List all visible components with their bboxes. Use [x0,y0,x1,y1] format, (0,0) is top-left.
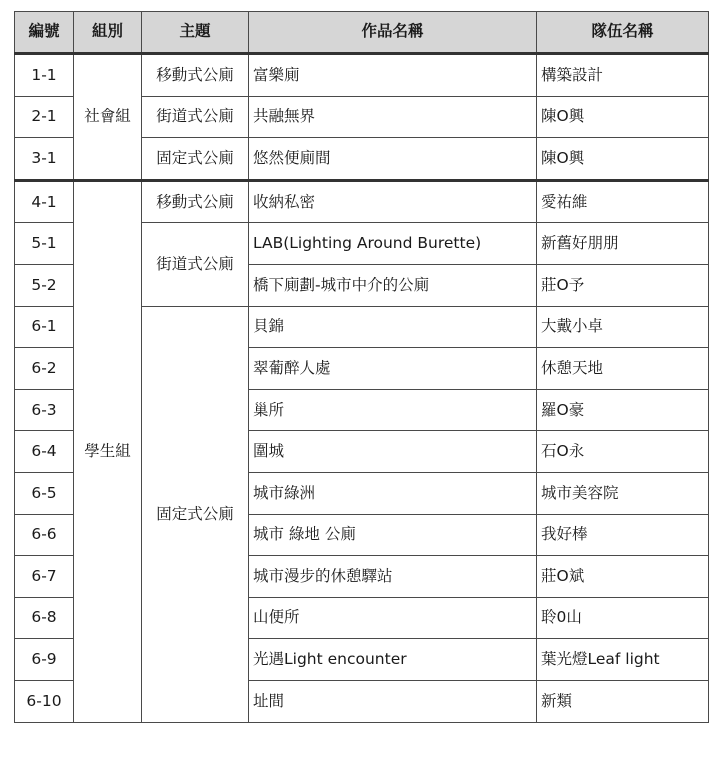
team-name: 新舊好朋朋 [537,223,709,265]
work-title: 悠然便廁間 [249,138,537,181]
entries-table [14,11,709,723]
work-title: 城市 綠地 公廁 [249,514,537,556]
theme-cell: 街道式公廁 [142,96,249,138]
entry-code: 6-1 [15,306,74,348]
team-name: 大戴小卓 [537,306,709,348]
team-name: 我好棒 [537,514,709,556]
header-row [15,12,709,54]
table-row [15,54,709,97]
team-name: 休憩天地 [537,348,709,390]
team-name: 羅O豪 [537,389,709,431]
theme-cell: 固定式公廁 [142,306,249,722]
team-name: 愛祐維 [537,180,709,223]
theme-cell: 固定式公廁 [142,138,249,181]
work-title: 翠葡醉人處 [249,348,537,390]
entry-code: 5-2 [15,264,74,306]
entry-code: 6-2 [15,348,74,390]
work-title: LAB(Lighting Around Burette) [249,223,537,265]
group-cell: 學生組 [74,180,142,722]
work-title: 共融無界 [249,96,537,138]
team-name: 城市美容院 [537,472,709,514]
entry-code: 6-7 [15,556,74,598]
entry-code: 6-10 [15,680,74,722]
team-name: 葉光燈Leaf light [537,639,709,681]
work-title: 富樂廁 [249,54,537,97]
work-title: 城市漫步的休憩驛站 [249,556,537,598]
team-name: 聆0山 [537,597,709,639]
header-work: 作品名稱 [249,12,537,54]
entry-code: 5-1 [15,223,74,265]
entry-code: 6-4 [15,431,74,473]
work-title: 城市綠洲 [249,472,537,514]
work-title: 巢所 [249,389,537,431]
team-name: 莊O斌 [537,556,709,598]
entry-code: 1-1 [15,54,74,97]
theme-cell: 移動式公廁 [142,54,249,97]
work-title: 橋下廁劃-城市中介的公廁 [249,264,537,306]
work-title: 址間 [249,680,537,722]
entry-code: 4-1 [15,180,74,223]
entry-code: 3-1 [15,138,74,181]
team-name: 構築設計 [537,54,709,97]
header-group: 組別 [74,12,142,54]
work-title: 收納私密 [249,180,537,223]
header-team: 隊伍名稱 [537,12,709,54]
team-name: 陳O興 [537,138,709,181]
team-name: 石O永 [537,431,709,473]
entry-code: 2-1 [15,96,74,138]
team-name: 新類 [537,680,709,722]
header-code: 編號 [15,12,74,54]
header-theme: 主題 [142,12,249,54]
team-name: 莊O予 [537,264,709,306]
theme-cell: 街道式公廁 [142,223,249,306]
group-cell: 社會組 [74,54,142,181]
work-title: 圍城 [249,431,537,473]
table-row [15,180,709,223]
work-title: 貝錦 [249,306,537,348]
entry-code: 6-3 [15,389,74,431]
entry-code: 6-5 [15,472,74,514]
theme-cell: 移動式公廁 [142,180,249,223]
work-title: 山便所 [249,597,537,639]
entry-code: 6-8 [15,597,74,639]
work-title: 光遇Light encounter [249,639,537,681]
entry-code: 6-6 [15,514,74,556]
entry-code: 6-9 [15,639,74,681]
team-name: 陳O興 [537,96,709,138]
